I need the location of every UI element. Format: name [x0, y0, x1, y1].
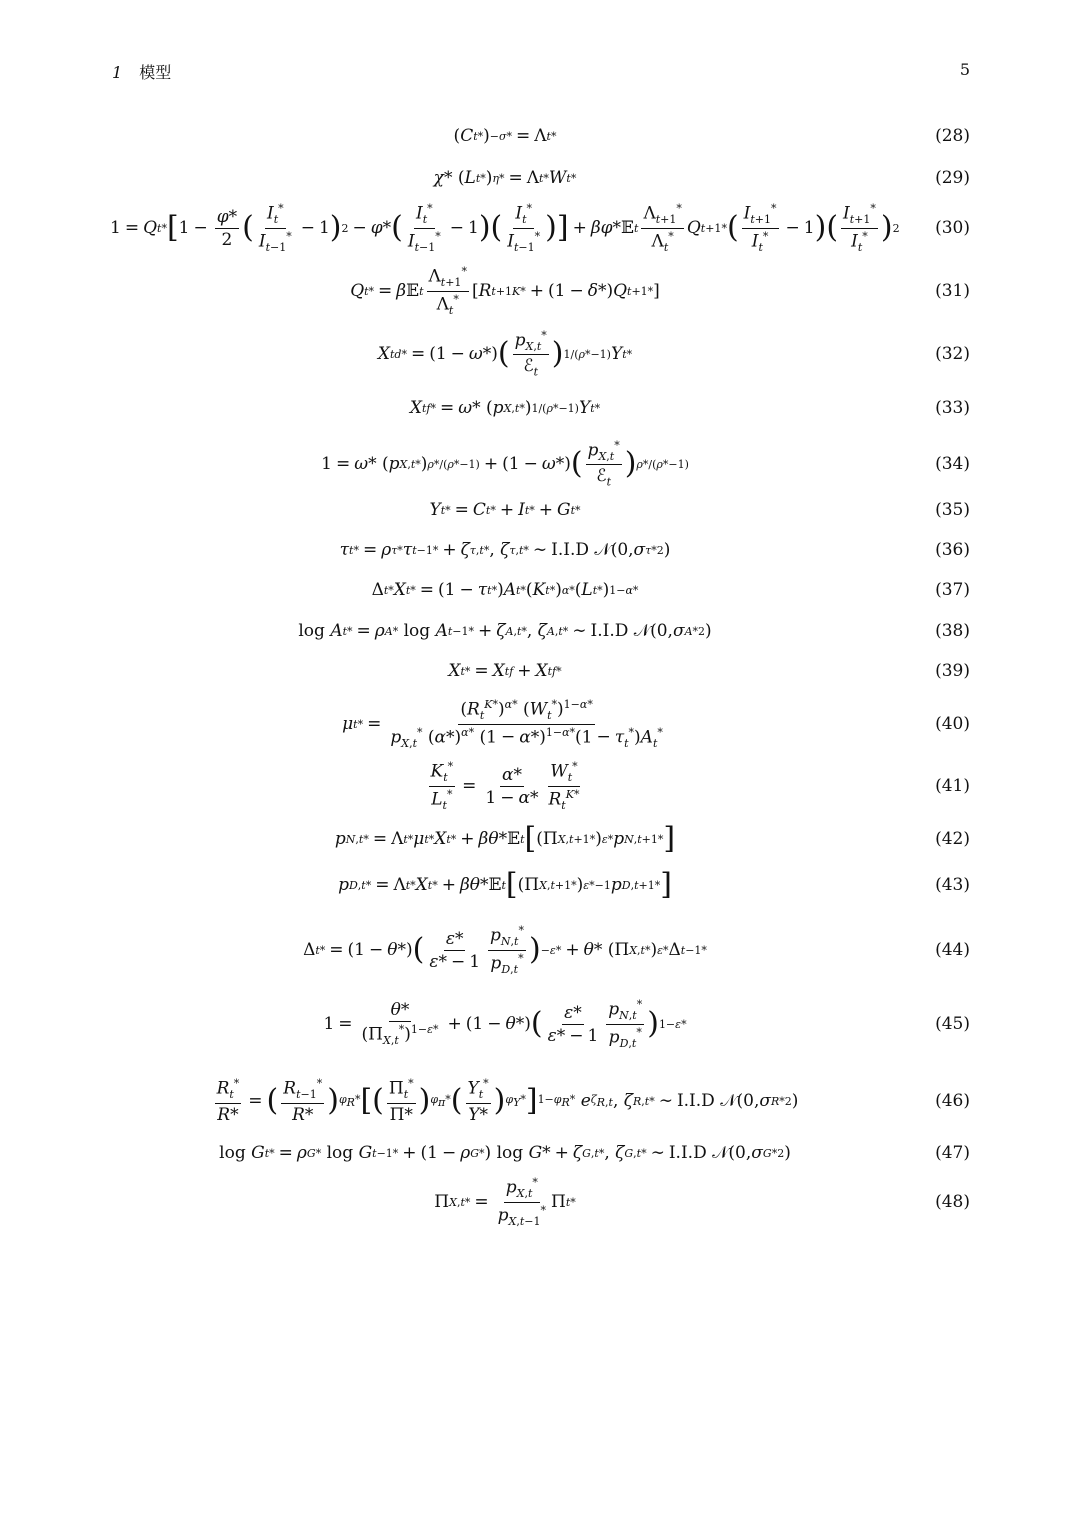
chapter-number: 1 — [112, 63, 123, 82]
equation-number: (29) — [935, 168, 970, 188]
equation-44-body: Δ t * = (1 − θ *) ( $\frac{\varepsilon*}{\varepsilon* - 1}$ $\frac{p_{N,t}^*}{p_{D,t}^*}$ ) −ε* + θ * (Π X,t * ) ε* Δ t−1 * — [303, 924, 707, 976]
log-operator: log — [496, 1143, 524, 1163]
equation-43 — [110, 864, 970, 906]
equation-42 — [110, 818, 970, 860]
equation-41-body: $\frac{K_t^*}{L_t^*}$ = $\frac{\alpha*}{1 - \alpha*}$ $\frac{W_t^*}{R_t^{K*}}$ — [430, 760, 580, 812]
equation-48 — [110, 1175, 970, 1229]
equation-39-body: X t * = X t f + X t f* — [448, 661, 562, 681]
normal-symbol: 𝒩 — [594, 540, 611, 560]
equation-45 — [110, 988, 970, 1060]
equation-30 — [110, 198, 970, 258]
normal-symbol: 𝒩 — [712, 1143, 729, 1163]
equation-number: (41) — [935, 776, 970, 796]
equation-number: (33) — [935, 398, 970, 418]
equation-38 — [110, 613, 970, 649]
equation-40 — [110, 694, 970, 754]
equation-28-body: ( C t * ) −σ* = Λ t * — [453, 126, 557, 146]
iid-label: I.I.D — [590, 621, 629, 641]
log-operator: log — [219, 1143, 246, 1163]
equation-number: (39) — [935, 661, 970, 681]
equation-31-body: Q t * = β 𝔼 t $\frac{\Lambda_{t+1}^*}{\Lambda_t^*}$ [ R t+1 K* + (1 − δ *) Q t+1 * ] — [350, 265, 660, 317]
equation-43-body: p D,t * = Λ t * X t * + βθ *𝔼 t [ (Π X,t+1 * ) ε*−1 p D,t+1 * ] — [338, 867, 672, 902]
log-operator: log — [403, 621, 431, 641]
log-operator: log — [326, 1143, 354, 1163]
chapter-title: 模型 — [139, 63, 172, 82]
equation-42-body: p N,t * = Λ t * μ t * X t * + βθ *𝔼 t [ (Π X,t+1 * ) ε* p N,t+1 * ] — [334, 821, 676, 856]
equation-number: (45) — [935, 1014, 970, 1034]
equation-41 — [110, 760, 970, 812]
page-number: 5 — [959, 60, 970, 79]
equation-number: (31) — [935, 281, 970, 301]
equation-38-body: log A t * = ρ A * log A t−1 * + ζ A,t * , ζ A,t * ∼ I.I.D 𝒩 (0, σ A* 2 ) — [298, 621, 712, 641]
log-operator: log — [298, 621, 325, 641]
equation-35 — [110, 492, 970, 528]
equation-number: (32) — [935, 344, 970, 364]
normal-symbol: 𝒩 — [633, 621, 651, 641]
equation-number: (48) — [935, 1192, 970, 1212]
equation-number: (43) — [935, 875, 970, 895]
equation-number: (40) — [935, 714, 970, 734]
equation-44 — [110, 914, 970, 986]
equation-30-body: 1 = Q t * [ 1 − $\frac{\varphi*}{2}$ ( $\frac{I_t^*}{I_{t-1}^*}$ − 1 ) 2 − φ * ( $\frac{I_t^*}{I_{t-1}^*}$ − 1 ) ( $\frac{I_t^*}{I_{t-1}^*}$ ) ] + βφ *𝔼 t $\frac{\Lambda_{t+1}^*}{\Lambda_t^*}$ Q t+1 * ( $\frac{I_{t+1}^*}{I_t^*}$ − 1 ) ( $\frac{I_{t+1}^*}{I_t^*}$ ) 2 — [110, 202, 900, 254]
equation-number: (47) — [935, 1143, 970, 1163]
equation-46 — [110, 1068, 970, 1134]
equation-number: (36) — [935, 540, 970, 560]
equation-35-body: Y t * = C t * + I t * + G t * — [429, 500, 581, 520]
chapter-label — [112, 60, 171, 83]
equation-32 — [110, 326, 970, 382]
normal-symbol: 𝒩 — [720, 1091, 737, 1111]
equation-39 — [110, 653, 970, 689]
equation-47 — [110, 1135, 970, 1171]
equation-48-body: Π X,t * = $\frac{p_{X,t}^*}{p_{X,t-1}^*}$ Π t * — [434, 1176, 576, 1228]
equation-28 — [110, 118, 970, 154]
equation-31 — [110, 265, 970, 317]
equation-number: (38) — [935, 621, 970, 641]
equation-number: (46) — [935, 1091, 970, 1111]
iid-label: I.I.D — [668, 1143, 707, 1163]
equation-33 — [110, 390, 970, 426]
iid-label: I.I.D — [551, 540, 589, 560]
equation-36-body: τ t * = ρ τ * τ t−1 * + ζ τ,t * , ζ τ,t * ∼ I.I.D 𝒩 (0, σ τ* 2 ) — [339, 540, 671, 560]
page-header — [112, 60, 970, 84]
equation-number: (37) — [935, 580, 970, 600]
equation-37 — [110, 572, 970, 608]
equation-46-body: $\frac{R_t^*}{R*}$ = ( $\frac{R_{t-1}^*}{R*}$ ) $\varphi_R*$ [ ( $\frac{\Pi_t^*}{\Pi*}$ ) $\varphi_\pi*$ ( $\frac{Y_t^*}{Y*}$ ) $\varphi_Y*$ ] $1-\varphi_R*$ e $\zeta_{R,t}$ , ζ R,t * ∼ I.I.D 𝒩 (0, σ R* 2 ) — [216, 1077, 799, 1125]
equation-number: (28) — [935, 126, 970, 146]
equation-number: (34) — [935, 454, 970, 474]
equation-number: (42) — [935, 829, 970, 849]
equation-34 — [110, 436, 970, 492]
iid-label: I.I.D — [676, 1091, 715, 1111]
equation-47-body: log G t * = ρ G * log G t−1 * + (1 − ρ G * ) log G * + ζ G,t * , ζ G,t * ∼ I.I.D 𝒩 (0, σ G* 2 ) — [219, 1143, 791, 1163]
equation-37-body: Δ t * X t * = (1 − τ t * ) A t * ( K t * ) α* ( L t * ) 1−α* — [371, 580, 639, 600]
equation-29-body: χ * ( L t * ) η* = Λ t * W t * — [433, 168, 577, 188]
equation-33-body: X t f* = ω * ( p X,t * ) 1/(ρ*−1) Y t * — [409, 398, 601, 418]
equation-40-body: μ t * = $\frac{(R_t^{K*})^{\alpha*} (W_t^*)^{1-\alpha*}}{p_{X,t}^* (\alpha*)^{\alpha*} (1 - \alpha*)^{1-\alpha*}(1 - \tau_t^*)A_t^*}$ — [342, 698, 663, 750]
equation-number: (35) — [935, 500, 970, 520]
equation-36 — [110, 532, 970, 568]
equation-number: (44) — [935, 940, 970, 960]
equation-29 — [110, 160, 970, 196]
equation-45-body: 1 = $\frac{\theta*}{(\Pi_{X,t}^*)^{1-\varepsilon*}}$ + (1 − θ *) ( $\frac{\varepsilon*}{\varepsilon* - 1}$ $\frac{p_{N,t}^*}{p_{D,t}^*}$ ) 1−ε* — [323, 998, 687, 1050]
equation-32-body: X t d* = (1 − ω *) ( $\frac{p_{X,t}^*}{ℰ_t}$ ) 1/(ρ*−1) Y t * — [377, 329, 633, 379]
equation-number: (30) — [935, 218, 970, 238]
equation-34-body: 1 = ω * ( p X,t * ) ρ*/(ρ*−1) + (1 − ω *) ( $\frac{p_{X,t}^*}{ℰ_t}$ ) ρ*/(ρ*−1) — [321, 439, 689, 489]
